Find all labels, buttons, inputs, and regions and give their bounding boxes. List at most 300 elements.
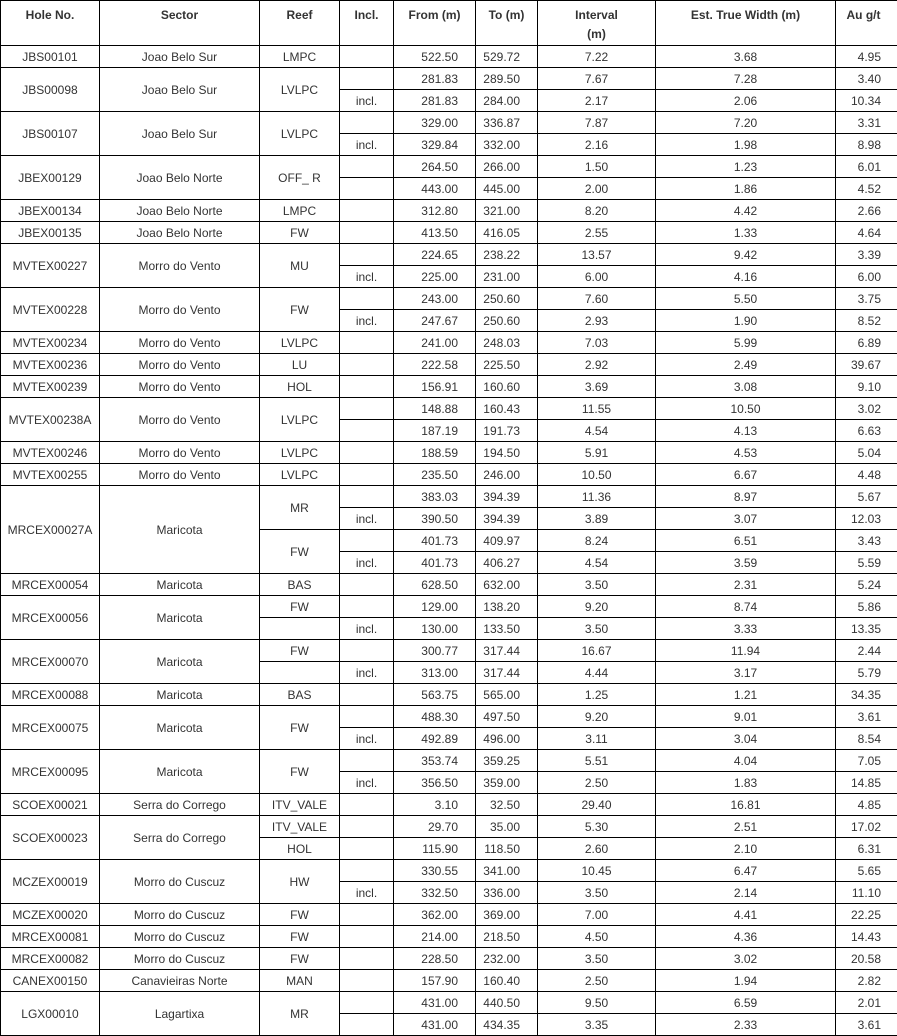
cell-au: 17.02 — [836, 816, 897, 838]
cell-incl — [340, 332, 394, 354]
table-row — [1, 442, 897, 464]
cell-au: 14.85 — [836, 772, 897, 794]
cell-au: 5.24 — [836, 574, 897, 596]
cell-interval: 10.45 — [538, 860, 656, 882]
cell-interval: 9.20 — [538, 706, 656, 728]
cell-true-width: 1.83 — [656, 772, 836, 794]
cell-interval: 7.00 — [538, 904, 656, 926]
cell-sector: Maricota — [100, 706, 260, 750]
cell-au: 5.79 — [836, 662, 897, 684]
cell-from: 329.84 — [394, 134, 476, 156]
cell-from: 313.00 — [394, 662, 476, 684]
cell-true-width: 7.28 — [656, 68, 836, 90]
cell-interval: 1.50 — [538, 156, 656, 178]
cell-true-width: 8.74 — [656, 596, 836, 618]
cell-to: 231.00 — [476, 266, 538, 288]
cell-to: 394.39 — [476, 486, 538, 508]
cell-from: 563.75 — [394, 684, 476, 706]
cell-au: 6.01 — [836, 156, 897, 178]
cell-from: 300.77 — [394, 640, 476, 662]
cell-true-width: 4.53 — [656, 442, 836, 464]
cell-interval: 2.50 — [538, 772, 656, 794]
cell-true-width: 3.04 — [656, 728, 836, 750]
cell-au: 10.34 — [836, 90, 897, 112]
cell-reef: FW — [260, 640, 340, 662]
cell-to: 341.00 — [476, 860, 538, 882]
cell-to: 565.00 — [476, 684, 538, 706]
cell-interval: 29.40 — [538, 794, 656, 816]
cell-true-width: 6.67 — [656, 464, 836, 486]
cell-interval: 2.92 — [538, 354, 656, 376]
cell-sector: Lagartixa — [100, 992, 260, 1036]
cell-sector: Joao Belo Norte — [100, 222, 260, 244]
cell-to: 160.40 — [476, 970, 538, 992]
cell-sector: Maricota — [100, 640, 260, 684]
cell-au: 6.00 — [836, 266, 897, 288]
cell-interval: 2.50 — [538, 970, 656, 992]
cell-from: 228.50 — [394, 948, 476, 970]
cell-incl — [340, 640, 394, 662]
cell-hole: MVTEX00234 — [1, 332, 100, 354]
cell-from: 312.80 — [394, 200, 476, 222]
cell-hole: MRCEX00088 — [1, 684, 100, 706]
cell-to: 266.00 — [476, 156, 538, 178]
table-row — [1, 970, 897, 992]
cell-au: 5.65 — [836, 860, 897, 882]
cell-interval: 8.20 — [538, 200, 656, 222]
cell-reef: FW — [260, 948, 340, 970]
table-row — [1, 596, 897, 618]
cell-true-width: 3.02 — [656, 948, 836, 970]
cell-from: 188.59 — [394, 442, 476, 464]
cell-from: 148.88 — [394, 398, 476, 420]
cell-reef: MR — [260, 486, 340, 530]
cell-reef: HOL — [260, 376, 340, 398]
cell-au: 4.85 — [836, 794, 897, 816]
cell-incl — [340, 464, 394, 486]
cell-from: 129.00 — [394, 596, 476, 618]
cell-to: 416.05 — [476, 222, 538, 244]
cell-reef: FW — [260, 926, 340, 948]
cell-incl — [340, 860, 394, 882]
cell-incl — [340, 46, 394, 68]
cell-sector: Joao Belo Sur — [100, 112, 260, 156]
cell-au: 14.43 — [836, 926, 897, 948]
cell-to: 359.25 — [476, 750, 538, 772]
cell-sector: Morro do Vento — [100, 332, 260, 354]
cell-incl — [340, 816, 394, 838]
cell-hole: MVTEX00238A — [1, 398, 100, 442]
cell-from: 383.03 — [394, 486, 476, 508]
header-row — [1, 1, 897, 46]
cell-hole: JBEX00129 — [1, 156, 100, 200]
cell-true-width: 4.16 — [656, 266, 836, 288]
cell-from: 214.00 — [394, 926, 476, 948]
cell-sector: Joao Belo Norte — [100, 156, 260, 200]
cell-interval: 3.11 — [538, 728, 656, 750]
cell-interval: 4.54 — [538, 552, 656, 574]
cell-reef: FW — [260, 750, 340, 794]
cell-au: 2.82 — [836, 970, 897, 992]
cell-interval: 5.91 — [538, 442, 656, 464]
cell-from: 329.00 — [394, 112, 476, 134]
cell-to: 409.97 — [476, 530, 538, 552]
cell-from: 157.90 — [394, 970, 476, 992]
cell-to: 497.50 — [476, 706, 538, 728]
cell-incl — [340, 112, 394, 134]
cell-sector: Morro do Vento — [100, 442, 260, 464]
cell-true-width: 8.97 — [656, 486, 836, 508]
cell-to: 317.44 — [476, 640, 538, 662]
cell-reef: LMPC — [260, 46, 340, 68]
cell-reef: FW — [260, 596, 340, 618]
cell-reef: ITV_VALE — [260, 816, 340, 838]
cell-to: 250.60 — [476, 310, 538, 332]
cell-true-width: 1.86 — [656, 178, 836, 200]
cell-incl — [340, 486, 394, 508]
cell-hole: MRCEX00095 — [1, 750, 100, 794]
cell-to: 317.44 — [476, 662, 538, 684]
cell-au: 2.44 — [836, 640, 897, 662]
table-row — [1, 948, 897, 970]
table-body — [1, 46, 897, 1036]
cell-reef: FW — [260, 706, 340, 750]
cell-reef: MU — [260, 244, 340, 288]
cell-to: 194.50 — [476, 442, 538, 464]
cell-incl: incl. — [340, 310, 394, 332]
cell-to: 321.00 — [476, 200, 538, 222]
cell-hole: MRCEX00082 — [1, 948, 100, 970]
cell-reef: FW — [260, 904, 340, 926]
cell-reef: BAS — [260, 574, 340, 596]
cell-sector: Serra do Corrego — [100, 816, 260, 860]
cell-interval: 2.55 — [538, 222, 656, 244]
cell-to: 369.00 — [476, 904, 538, 926]
cell-from: 3.10 — [394, 794, 476, 816]
cell-au: 6.63 — [836, 420, 897, 442]
cell-interval: 5.51 — [538, 750, 656, 772]
cell-sector: Morro do Vento — [100, 398, 260, 442]
cell-interval: 7.67 — [538, 68, 656, 90]
cell-hole: LGX00010 — [1, 992, 100, 1036]
cell-au: 3.61 — [836, 706, 897, 728]
cell-incl — [340, 794, 394, 816]
cell-sector: Joao Belo Sur — [100, 46, 260, 68]
cell-incl: incl. — [340, 882, 394, 904]
cell-from: 241.00 — [394, 332, 476, 354]
cell-incl — [340, 838, 394, 860]
cell-incl — [340, 926, 394, 948]
cell-au: 22.25 — [836, 904, 897, 926]
cell-incl: incl. — [340, 662, 394, 684]
cell-sector: Maricota — [100, 684, 260, 706]
cell-sector: Joao Belo Sur — [100, 68, 260, 112]
cell-hole: MVTEX00228 — [1, 288, 100, 332]
cell-reef: FW — [260, 530, 340, 574]
cell-from: 247.67 — [394, 310, 476, 332]
cell-incl — [340, 1014, 394, 1036]
cell-hole: SCOEX00023 — [1, 816, 100, 860]
cell-to: 434.35 — [476, 1014, 538, 1036]
cell-from: 115.90 — [394, 838, 476, 860]
header-interval: Interval (m) — [538, 1, 656, 46]
cell-au: 4.95 — [836, 46, 897, 68]
header-incl: Incl. — [340, 1, 394, 46]
cell-reef: HOL — [260, 838, 340, 860]
cell-incl — [340, 376, 394, 398]
cell-au: 8.98 — [836, 134, 897, 156]
cell-sector: Morro do Cuscuz — [100, 926, 260, 948]
cell-from: 488.30 — [394, 706, 476, 728]
cell-hole: JBEX00135 — [1, 222, 100, 244]
cell-true-width: 4.42 — [656, 200, 836, 222]
cell-from: 492.89 — [394, 728, 476, 750]
cell-true-width: 4.04 — [656, 750, 836, 772]
cell-to: 248.03 — [476, 332, 538, 354]
cell-from: 443.00 — [394, 178, 476, 200]
cell-true-width: 2.51 — [656, 816, 836, 838]
cell-from: 235.50 — [394, 464, 476, 486]
cell-reef: LVLPC — [260, 442, 340, 464]
cell-interval: 13.57 — [538, 244, 656, 266]
cell-au: 3.43 — [836, 530, 897, 552]
cell-to: 160.43 — [476, 398, 538, 420]
cell-interval: 3.35 — [538, 1014, 656, 1036]
cell-sector: Canavieiras Norte — [100, 970, 260, 992]
cell-au: 34.35 — [836, 684, 897, 706]
cell-true-width: 2.49 — [656, 354, 836, 376]
header-au: Au g/t — [836, 1, 897, 46]
cell-reef — [260, 662, 340, 684]
cell-true-width: 2.14 — [656, 882, 836, 904]
cell-au: 12.03 — [836, 508, 897, 530]
table-row — [1, 992, 897, 1014]
cell-from: 243.00 — [394, 288, 476, 310]
cell-incl — [340, 706, 394, 728]
cell-true-width: 9.01 — [656, 706, 836, 728]
cell-true-width: 1.94 — [656, 970, 836, 992]
cell-true-width: 10.50 — [656, 398, 836, 420]
cell-au: 5.59 — [836, 552, 897, 574]
cell-incl — [340, 442, 394, 464]
cell-reef — [260, 618, 340, 640]
cell-au: 6.31 — [836, 838, 897, 860]
cell-interval: 4.44 — [538, 662, 656, 684]
cell-incl — [340, 68, 394, 90]
cell-hole: MRCEX00075 — [1, 706, 100, 750]
cell-hole: MRCEX00081 — [1, 926, 100, 948]
cell-sector: Maricota — [100, 596, 260, 640]
cell-true-width: 2.31 — [656, 574, 836, 596]
cell-sector: Morro do Cuscuz — [100, 860, 260, 904]
cell-true-width: 4.36 — [656, 926, 836, 948]
cell-incl: incl. — [340, 134, 394, 156]
cell-incl — [340, 354, 394, 376]
cell-reef: BAS — [260, 684, 340, 706]
cell-from: 264.50 — [394, 156, 476, 178]
table-row — [1, 398, 897, 420]
cell-incl: incl. — [340, 90, 394, 112]
cell-interval: 2.60 — [538, 838, 656, 860]
cell-from: 130.00 — [394, 618, 476, 640]
cell-true-width: 5.99 — [656, 332, 836, 354]
table-row — [1, 376, 897, 398]
cell-sector: Morro do Vento — [100, 244, 260, 288]
cell-incl — [340, 288, 394, 310]
cell-incl — [340, 970, 394, 992]
cell-hole: MRCEX00027A — [1, 486, 100, 574]
cell-incl — [340, 684, 394, 706]
cell-sector: Serra do Corrego — [100, 794, 260, 816]
cell-interval: 4.50 — [538, 926, 656, 948]
cell-incl: incl. — [340, 552, 394, 574]
cell-incl — [340, 948, 394, 970]
cell-reef: MAN — [260, 970, 340, 992]
cell-hole: MVTEX00246 — [1, 442, 100, 464]
cell-hole: MCZEX00020 — [1, 904, 100, 926]
cell-sector: Joao Belo Norte — [100, 200, 260, 222]
cell-au: 13.35 — [836, 618, 897, 640]
cell-hole: MVTEX00227 — [1, 244, 100, 288]
cell-interval: 6.00 — [538, 266, 656, 288]
cell-incl — [340, 244, 394, 266]
cell-to: 225.50 — [476, 354, 538, 376]
cell-from: 356.50 — [394, 772, 476, 794]
cell-au: 4.52 — [836, 178, 897, 200]
cell-interval: 8.24 — [538, 530, 656, 552]
cell-interval: 3.89 — [538, 508, 656, 530]
cell-from: 628.50 — [394, 574, 476, 596]
cell-from: 224.65 — [394, 244, 476, 266]
cell-sector: Morro do Cuscuz — [100, 948, 260, 970]
cell-to: 336.87 — [476, 112, 538, 134]
cell-au: 3.61 — [836, 1014, 897, 1036]
cell-interval: 9.20 — [538, 596, 656, 618]
cell-from: 353.74 — [394, 750, 476, 772]
cell-to: 232.00 — [476, 948, 538, 970]
cell-hole: MCZEX00019 — [1, 860, 100, 904]
cell-incl — [340, 420, 394, 442]
cell-from: 431.00 — [394, 1014, 476, 1036]
table-row — [1, 860, 897, 882]
cell-au: 4.64 — [836, 222, 897, 244]
cell-au: 4.48 — [836, 464, 897, 486]
cell-true-width: 1.33 — [656, 222, 836, 244]
cell-from: 330.55 — [394, 860, 476, 882]
cell-incl: incl. — [340, 508, 394, 530]
cell-to: 496.00 — [476, 728, 538, 750]
cell-incl — [340, 178, 394, 200]
cell-sector: Morro do Vento — [100, 288, 260, 332]
cell-reef: MR — [260, 992, 340, 1036]
cell-true-width: 3.33 — [656, 618, 836, 640]
cell-reef: HW — [260, 860, 340, 904]
cell-sector: Morro do Cuscuz — [100, 904, 260, 926]
cell-interval: 7.03 — [538, 332, 656, 354]
table-row — [1, 904, 897, 926]
cell-true-width: 3.07 — [656, 508, 836, 530]
cell-true-width: 3.17 — [656, 662, 836, 684]
cell-au: 11.10 — [836, 882, 897, 904]
cell-true-width: 7.20 — [656, 112, 836, 134]
cell-hole: MVTEX00255 — [1, 464, 100, 486]
cell-hole: SCOEX00021 — [1, 794, 100, 816]
cell-interval: 2.16 — [538, 134, 656, 156]
table-row — [1, 222, 897, 244]
cell-true-width: 3.68 — [656, 46, 836, 68]
cell-au: 3.39 — [836, 244, 897, 266]
cell-sector: Maricota — [100, 486, 260, 574]
cell-from: 390.50 — [394, 508, 476, 530]
cell-hole: CANEX00150 — [1, 970, 100, 992]
cell-from: 431.00 — [394, 992, 476, 1014]
cell-au: 3.02 — [836, 398, 897, 420]
cell-true-width: 9.42 — [656, 244, 836, 266]
cell-incl: incl. — [340, 728, 394, 750]
cell-incl — [340, 200, 394, 222]
cell-interval: 10.50 — [538, 464, 656, 486]
cell-true-width: 5.50 — [656, 288, 836, 310]
cell-to: 394.39 — [476, 508, 538, 530]
cell-au: 3.75 — [836, 288, 897, 310]
cell-incl: incl. — [340, 266, 394, 288]
table-row — [1, 750, 897, 772]
header-reef: Reef — [260, 1, 340, 46]
cell-au: 39.67 — [836, 354, 897, 376]
cell-reef: LVLPC — [260, 68, 340, 112]
cell-to: 632.00 — [476, 574, 538, 596]
cell-to: 246.00 — [476, 464, 538, 486]
cell-incl — [340, 574, 394, 596]
cell-hole: MRCEX00070 — [1, 640, 100, 684]
table-row — [1, 640, 897, 662]
cell-from: 332.50 — [394, 882, 476, 904]
cell-interval: 2.93 — [538, 310, 656, 332]
cell-true-width: 2.06 — [656, 90, 836, 112]
cell-true-width: 3.08 — [656, 376, 836, 398]
cell-to: 445.00 — [476, 178, 538, 200]
table-row — [1, 112, 897, 134]
cell-from: 156.91 — [394, 376, 476, 398]
cell-to: 160.60 — [476, 376, 538, 398]
cell-reef: OFF_ R — [260, 156, 340, 200]
cell-from: 187.19 — [394, 420, 476, 442]
cell-from: 281.83 — [394, 68, 476, 90]
cell-true-width: 1.23 — [656, 156, 836, 178]
cell-reef: LMPC — [260, 200, 340, 222]
cell-from: 413.50 — [394, 222, 476, 244]
cell-true-width: 2.10 — [656, 838, 836, 860]
cell-au: 8.54 — [836, 728, 897, 750]
cell-interval: 5.30 — [538, 816, 656, 838]
cell-interval: 3.50 — [538, 574, 656, 596]
cell-from: 401.73 — [394, 552, 476, 574]
cell-au: 3.31 — [836, 112, 897, 134]
cell-incl — [340, 992, 394, 1014]
cell-to: 289.50 — [476, 68, 538, 90]
cell-to: 359.00 — [476, 772, 538, 794]
cell-interval: 3.69 — [538, 376, 656, 398]
cell-au: 20.58 — [836, 948, 897, 970]
cell-from: 225.00 — [394, 266, 476, 288]
cell-interval: 1.25 — [538, 684, 656, 706]
cell-incl — [340, 398, 394, 420]
cell-true-width: 11.94 — [656, 640, 836, 662]
cell-reef: LVLPC — [260, 398, 340, 442]
cell-true-width: 4.41 — [656, 904, 836, 926]
cell-true-width: 2.33 — [656, 1014, 836, 1036]
cell-interval: 3.50 — [538, 882, 656, 904]
